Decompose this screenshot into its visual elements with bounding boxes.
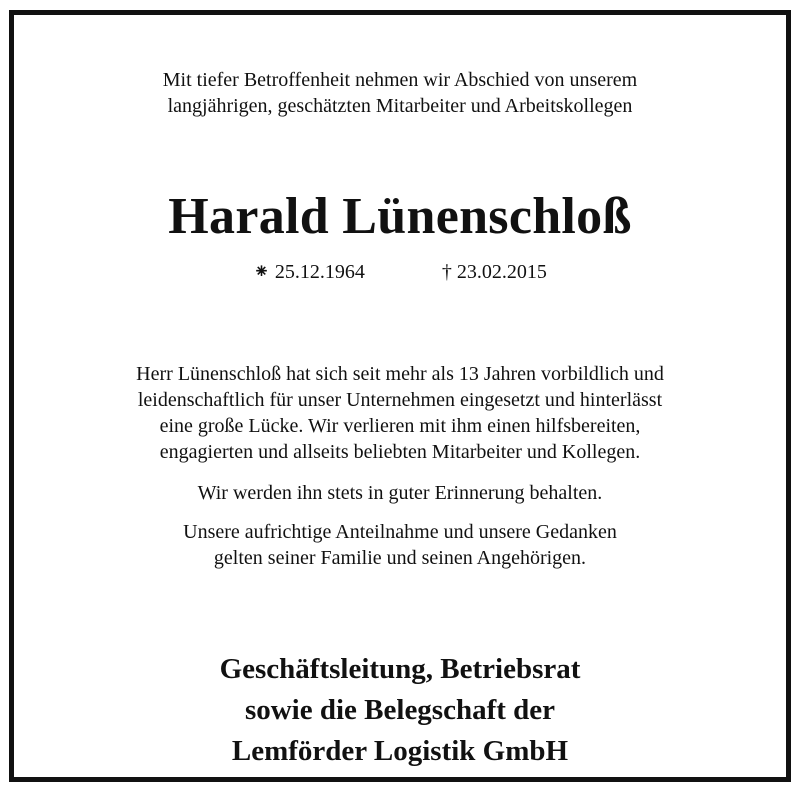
birth-date: ⁕ 25.12.1964 — [253, 261, 365, 283]
tribute-text — [14, 361, 786, 465]
signature-line: sowie die Belegschaft der — [244, 694, 556, 726]
death-date: † 23.02.2015 — [441, 261, 547, 283]
tribute-line: leidenschaftlich für unser Unternehmen eingesetzt und hinterlässt — [137, 389, 663, 411]
signature-line: Lemförder Logistik GmbH — [231, 735, 569, 767]
signature-block — [14, 649, 786, 772]
condolence-line: Unsere aufrichtige Anteilnahme und unsere Gedanken — [183, 521, 617, 543]
tribute-line: engagierten und allseits beliebten Mitarbeiter und Kollegen. — [159, 441, 641, 463]
condolence-line: gelten seiner Familie und seinen Angehörigen. — [213, 547, 587, 569]
condolence-text — [14, 519, 786, 571]
deceased-name: Harald Lünenschloß — [168, 188, 632, 245]
life-dates — [14, 259, 786, 285]
signature-line: Geschäftsleitung, Betriebsrat — [219, 653, 581, 685]
intro-line: Mit tiefer Betroffenheit nehmen wir Abschied von unserem — [162, 69, 638, 91]
intro-line: langjährigen, geschätzten Mitarbeiter und Arbeitskollegen — [167, 95, 633, 117]
memory-text: Wir werden ihn stets in guter Erinnerung behalten. — [197, 482, 603, 504]
tribute-line: eine große Lücke. Wir verlieren mit ihm einen hilfsbereiten, — [159, 415, 641, 437]
obituary-notice — [9, 10, 791, 782]
tribute-line: Herr Lünenschloß hat sich seit mehr als 13 Jahren vorbildlich und — [136, 363, 664, 385]
intro-text — [14, 67, 786, 119]
